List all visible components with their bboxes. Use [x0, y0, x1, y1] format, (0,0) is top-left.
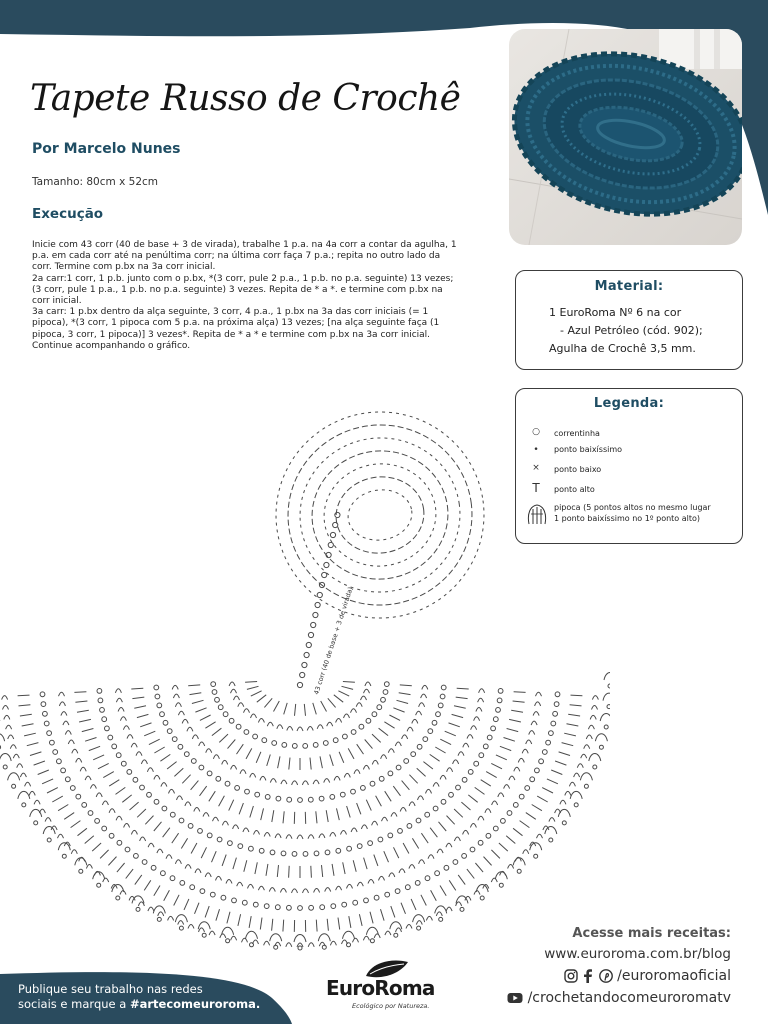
instruction-paragraph: 2a carr:1 corr, 1 p.b. junto com o p.bx, *(3 corr, pule 2 p.a., 1 p.b. no p.a. seguinte) 13 vezes; (3 corr, pule 1 p.a., 1 p.b. no p.a. seguinte) 3 vezes. Repita de * a *. e termine com p.bx na corr inicial.	[32, 273, 454, 307]
crochet-chart	[0, 395, 610, 955]
page-title: Tapete Russo de Crochê	[30, 78, 461, 119]
youtube-link[interactable]	[507, 990, 731, 1006]
youtube-handle[interactable]: /crochetandocomeuroromatv	[527, 990, 731, 1006]
logo-tagline: Ecológico por Natureza.	[352, 1002, 430, 1010]
social-handle[interactable]: /euroromaoficial	[617, 968, 731, 984]
legend-label: correntinha	[554, 429, 600, 438]
instruction-paragraph: Continue acompanhando o gráfico.	[32, 340, 191, 351]
legend-label: pipoca (5 pontos altos no mesmo lugar	[554, 503, 711, 512]
single-crochet-icon: ×	[532, 463, 540, 473]
instruction-paragraph: 3a carr: 1 p.bx dentro da alça seguinte, 3 corr, 4 p.a., 1 p.bx na 3a das corr iniciais (= 1 pipoca), *(3 corr, 1 pipoca com 5 p.a. na próxima alça) 13 vezes; [na alça seguinte faça (1 pipoca, 3 corr, 1 pipoca)] 3 vezes*. Repita de * a * e termine com p.bx na 3a corr inicial.	[32, 307, 440, 340]
execution-heading: Execução	[32, 206, 104, 222]
legend-label: ponto baixo	[554, 465, 602, 474]
publish-line: Publique seu trabalho nas redes	[18, 982, 203, 996]
instagram-icon[interactable]	[564, 969, 578, 983]
hashtag: #artecomeuroroma.	[129, 997, 261, 1011]
youtube-icon[interactable]	[507, 992, 523, 1004]
legend-label: ponto alto	[554, 485, 595, 494]
publish-message	[18, 982, 260, 1012]
facebook-icon[interactable]	[582, 969, 594, 983]
instruction-paragraph: Inicie com 43 corr (40 de base + 3 de virada), trabalhe 1 p.a. na 4a corr a contar da agulha, 1 p.a. em cada corr até na penúltima corr; na última corr faça 7 p.a.; repita no outro lado da corr. Termine com p.bx na 3a corr inicial.	[32, 240, 457, 273]
material-line: - Azul Petróleo (cód. 902);	[560, 324, 703, 337]
chain-stitch-icon: ○	[532, 427, 540, 437]
double-crochet-icon: T	[532, 481, 540, 495]
material-box	[515, 270, 743, 370]
slip-stitch-icon: •	[533, 445, 539, 455]
legend-title: Legenda:	[593, 396, 665, 411]
material-title: Material:	[594, 279, 664, 294]
more-recipes-title: Acesse mais receitas:	[572, 926, 731, 941]
rug-photo	[509, 29, 742, 245]
instructions-text	[32, 240, 462, 352]
author-line: Por Marcelo Nunes	[32, 141, 181, 157]
publish-line	[18, 997, 260, 1012]
legend-label: 1 ponto baixíssimo no 1º ponto alto)	[554, 514, 701, 523]
blog-link[interactable]: www.euroroma.com.br/blog	[544, 946, 731, 962]
pinterest-icon[interactable]	[599, 969, 613, 983]
legend-label: ponto baixíssimo	[554, 445, 623, 454]
social-links[interactable]	[564, 968, 731, 984]
chart-base-label: 43 corr (40 de base + 3 de virada)	[312, 585, 355, 696]
size-line: Tamanho: 80cm x 52cm	[32, 176, 158, 188]
material-line: Agulha de Crochê 3,5 mm.	[549, 342, 696, 355]
euroroma-logo[interactable]	[318, 958, 448, 1018]
logo-text: EuroRoma	[326, 976, 435, 1000]
publish-prefix: sociais e marque a	[18, 997, 130, 1011]
material-line: 1 EuroRoma Nº 6 na cor	[549, 306, 682, 319]
